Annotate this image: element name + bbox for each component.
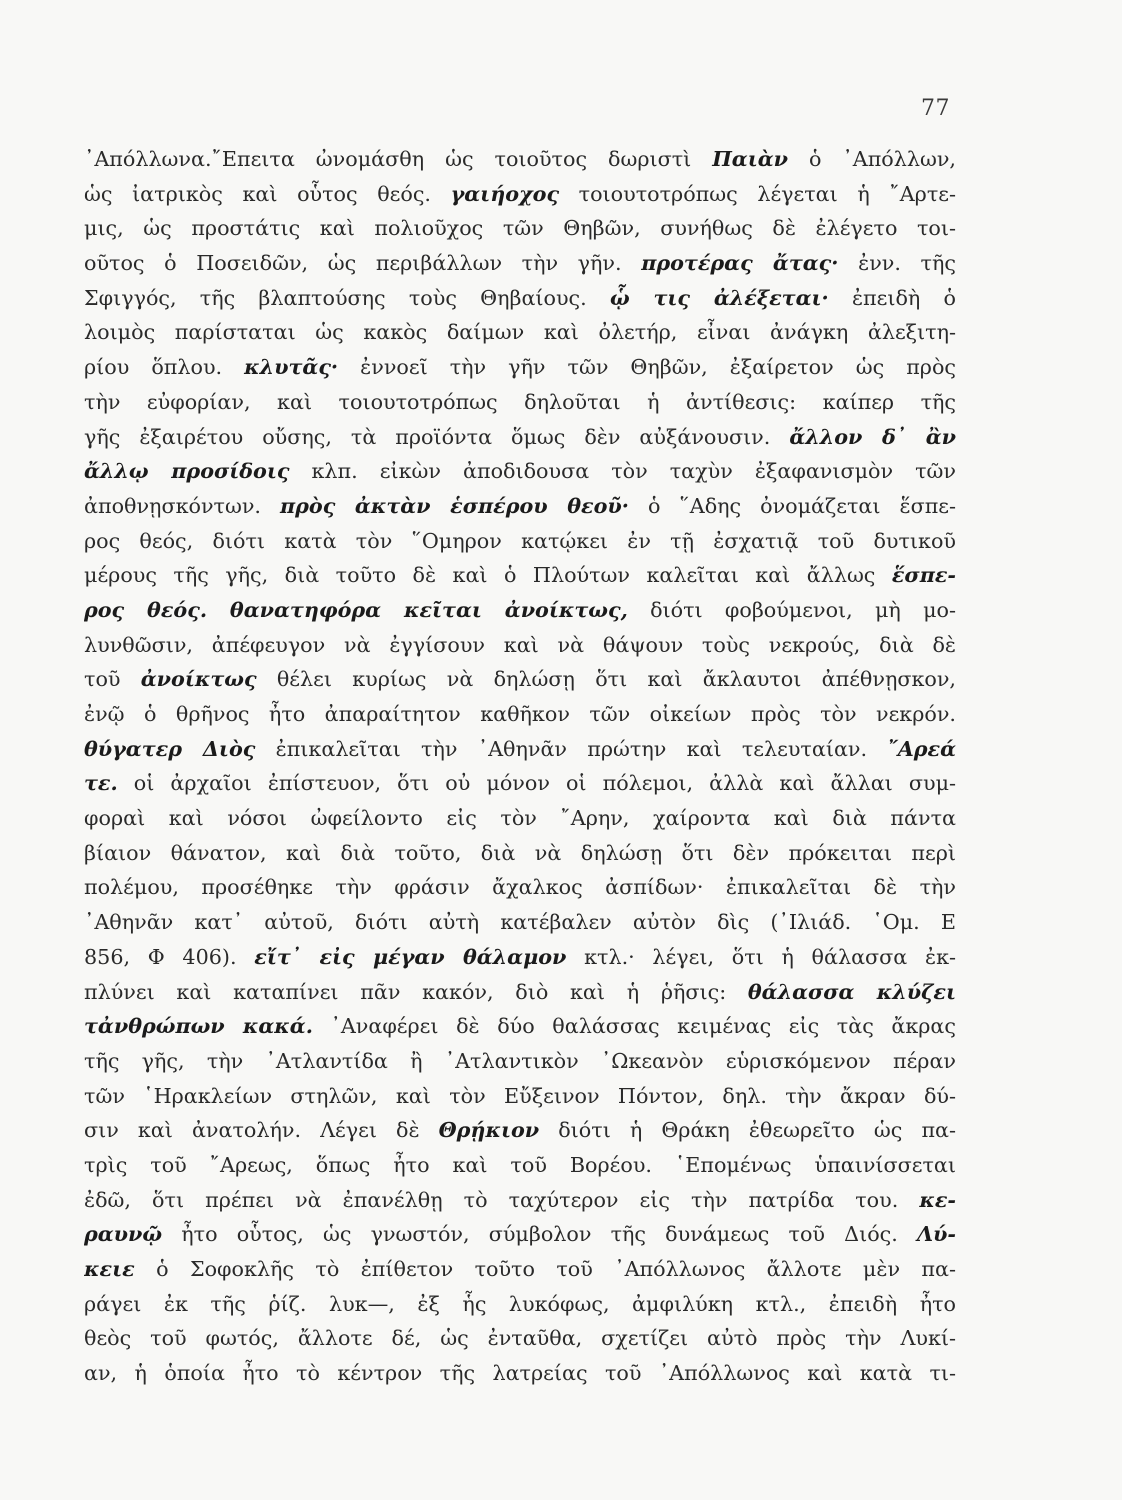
commentary-text: τοῦ (84, 667, 141, 692)
commentary-text: Σφιγγός, τῆς βλαπτούσης τοὺς Θηβαίους. (84, 285, 610, 310)
lemma-term: Θρῄκιον (438, 1118, 540, 1143)
text-line (84, 801, 956, 836)
commentary-text: ὁ ῞Αδης ὀνομάζεται ἕσπε- (628, 493, 956, 518)
lemma-term: τἀνθρώπων κακά. (84, 1014, 313, 1039)
commentary-text: φοραὶ καὶ νόσοι ὠφείλοντο εἰς τὸν ῎Αρην, χαίροντα καὶ διὰ πάντα (84, 806, 956, 831)
text-line (84, 246, 956, 281)
text-line (84, 211, 956, 246)
lemma-term: κλυτᾶς· (244, 355, 339, 380)
commentary-text: ράγει ἐκ τῆς ῥίζ. λυκ—, ἐξ ἧς λυκόφως, ἀμφιλύκη κτλ., ἐπειδὴ ἦτο (84, 1291, 956, 1316)
commentary-text: τοιουτοτρόπως λέγεται ἡ ῎Αρτε- (559, 181, 956, 206)
commentary-text: ὁ ᾿Απόλλων, (788, 147, 956, 171)
commentary-text: θέλει κυρίως νὰ δηλώσῃ ὅτι καὶ ἄκλαυτοι ἀπέθνῃσκον, (256, 667, 956, 692)
commentary-text: ἀποθνῃσκόντων. (84, 493, 280, 518)
lemma-term: θάλασσα κλύζει (747, 979, 956, 1004)
commentary-text: ἦτο οὗτος, ὡς γνωστόν, σύμβολον τῆς δυνάμεως τοῦ Διός. (162, 1222, 917, 1247)
text-line (84, 1148, 956, 1183)
text-line (84, 593, 956, 628)
text-line (84, 524, 956, 559)
commentary-text: ἐπικαλεῖται τὴν ᾿Αθηνᾶν πρώτην καὶ τελευταίαν. (255, 736, 888, 761)
text-line (84, 766, 956, 801)
text-line (84, 628, 956, 663)
lemma-term: ἀνοίκτως (140, 667, 257, 692)
commentary-text: βίαιον θάνατον, καὶ διὰ τοῦτο, διὰ νὰ δηλώσῃ ὅτι δὲν πρόκειται περὶ (84, 840, 956, 865)
text-line (84, 1009, 956, 1044)
commentary-text: κτλ.· λέγει, ὅτι ἡ θάλασσα ἐκ- (566, 944, 956, 969)
lemma-term: ρος θεός. θανατηφόρα κεῖται ἀνοίκτως, (84, 597, 628, 622)
text-line (84, 1252, 956, 1287)
lemma-term: Παιὰν (712, 147, 789, 171)
text-line (84, 732, 956, 767)
commentary-text: τῆς γῆς, τὴν ᾿Ατλαντίδα ἢ ᾿Ατλαντικὸν ᾿Ωκεανὸν εὑρισκόμενον πέραν (84, 1048, 956, 1073)
commentary-text: μέρους τῆς γῆς, διὰ τοῦτο δὲ καὶ ὁ Πλούτων καλεῖται καὶ ἄλλως (84, 563, 892, 588)
commentary-text: πλύνει καὶ καταπίνει πᾶν κακόν, διὸ καὶ ἡ ῥῆσις: (84, 979, 748, 1004)
text-line (84, 489, 956, 524)
text-line (84, 1321, 956, 1356)
text-line (84, 177, 956, 212)
text-line (84, 1079, 956, 1114)
commentary-text: ρίου ὅπλου. (84, 355, 245, 380)
text-line (84, 315, 956, 350)
commentary-text: ἐπειδὴ ὁ (828, 285, 956, 310)
text-line (84, 1356, 956, 1391)
commentary-text: διότι ἡ Θράκη ἐθεωρεῖτο ὡς πα- (539, 1118, 956, 1143)
lemma-term: ῎Αρεά (887, 736, 956, 761)
text-line (84, 1113, 956, 1148)
commentary-text: ἐννοεῖ τὴν γῆν τῶν Θηβῶν, ἐξαίρετον ὡς πρὸς (338, 355, 956, 380)
commentary-text: ᾿Αναφέρει δὲ δύο θαλάσσας κειμένας εἰς τὰς ἄκρας (312, 1014, 956, 1039)
lemma-term: Λύ- (917, 1222, 956, 1247)
text-line (84, 940, 956, 975)
text-line (84, 1044, 956, 1079)
commentary-text: τρὶς τοῦ ῎Αρεως, ὅπως ἦτο καὶ τοῦ Βορέου. ῾Επομένως ὑπαινίσσεται (84, 1152, 956, 1177)
lemma-term: κε- (919, 1187, 956, 1212)
text-line (84, 142, 956, 177)
text-line (84, 281, 956, 316)
lemma-term: πρὸς ἀκτὰν ἑσπέρου θεοῦ· (280, 493, 629, 518)
commentary-text: ἐνῷ ὁ θρῆνος ἦτο ἀπαραίτητον καθῆκον τῶν οἰκείων πρὸς τὸν νεκρόν. (84, 702, 956, 726)
text-line (84, 385, 956, 420)
commentary-text: ᾿Αθηνᾶν κατ᾿ αὐτοῦ, διότι αὐτὴ κατέβαλεν αὐτὸν δὶς (᾿Ιλιάδ. ῾Ομ. Ε (84, 910, 956, 935)
text-line (84, 420, 956, 455)
commentary-text: πολέμου, προσέθηκε τὴν φράσιν ἄχαλκος ἀσπίδων· ἐπικαλεῖται δὲ τὴν (84, 875, 956, 900)
text-line (84, 454, 956, 489)
commentary-text: κλπ. εἰκὼν ἀποδιδουσα τὸν ταχὺν ἐξαφανισμὸν τῶν (289, 459, 956, 484)
text-line (84, 870, 956, 905)
text-line (84, 697, 956, 732)
lemma-term: εἴτ᾿ εἰς μέγαν θάλαμον (254, 944, 567, 969)
commentary-text: ὁ Σοφοκλῆς τὸ ἐπίθετον τοῦτο τοῦ ᾿Απόλλωνος ἄλλοτε μὲν πα- (134, 1257, 956, 1281)
lemma-term: ραυνῷ (84, 1222, 163, 1247)
commentary-text: οἱ ἀρχαῖοι ἐπίστευον, ὅτι οὐ μόνον οἱ πόλεμοι, ἀλλὰ καὶ ἄλλαι συμ- (117, 771, 956, 796)
commentary-text: ᾿Απόλλωνα.῎Επειτα ὠνομάσθη ὡς τοιοῦτος δωριστὶ (84, 147, 713, 171)
text-line (84, 1217, 956, 1252)
lemma-term: ἄλλῳ προσίδοις (84, 459, 290, 484)
commentary-text: αν, ἡ ὁποία ἦτο τὸ κέντρον τῆς λατρείας τοῦ ᾿Απόλλωνος καὶ κατὰ τι- (84, 1361, 956, 1386)
commentary-text: λυνθῶσιν, ἀπέφευγον νὰ ἐγγίσουν καὶ νὰ θάψουν τοὺς νεκρούς, διὰ δὲ (84, 632, 956, 657)
page-number: 77 (921, 96, 950, 121)
text-line (84, 905, 956, 940)
commentary-text: μις, ὡς προστάτις καὶ πολιοῦχος τῶν Θηβῶν, συνήθως δὲ ἐλέγετο τοι- (84, 216, 956, 241)
lemma-term: κειε (84, 1257, 135, 1281)
text-line (84, 975, 956, 1010)
commentary-text: σιν καὶ ἀνατολήν. Λέγει δὲ (84, 1118, 439, 1143)
lemma-term: γαιήοχος (450, 181, 560, 206)
commentary-text: γῆς ἐξαιρέτου οὔσης, τὰ προϊόντα ὅμως δὲν αὐξάνουσιν. (84, 424, 790, 449)
commentary-text: οῦτος ὁ Ποσειδῶν, ὡς περιβάλλων τὴν γῆν. (84, 251, 642, 276)
lemma-term: προτέρας ἄτας· (641, 251, 839, 276)
text-line (84, 662, 956, 697)
lemma-term: ἕσπε- (891, 563, 956, 588)
lemma-term: ᾧ τις ἀλέξεται· (609, 285, 829, 310)
text-line (84, 558, 956, 593)
commentary-text: τὴν εὐφορίαν, καὶ τοιουτοτρόπως δηλοῦται ἡ ἀντίθεσις: καίπερ τῆς (84, 389, 956, 414)
text-line (84, 1183, 956, 1218)
commentary-text: 856, Φ 406). (84, 944, 255, 969)
commentary-text: τῶν ῾Ηρακλείων στηλῶν, καὶ τὸν Εὔξεινον Πόντον, δηλ. τὴν ἄκραν δύ- (84, 1083, 956, 1108)
lemma-term: ἄλλον δ᾿ ἂν (789, 424, 956, 449)
text-line (84, 1287, 956, 1322)
lemma-term: θύγατερ Διὸς (84, 736, 256, 761)
body-text (84, 142, 956, 1391)
commentary-text: ἐδῶ, ὅτι πρέπει νὰ ἐπανέλθῃ τὸ ταχύτερον εἰς τὴν πατρίδα του. (84, 1187, 920, 1212)
lemma-term: τε. (84, 771, 118, 796)
commentary-text: θεὸς τοῦ φωτός, ἄλλοτε δέ, ὡς ἐνταῦθα, σχετίζει αὐτὸ πρὸς τὴν Λυκί- (84, 1326, 956, 1351)
text-line (84, 836, 956, 871)
text-line (84, 350, 956, 385)
commentary-text: διότι φοβούμενοι, μὴ μο- (627, 597, 956, 622)
commentary-text: ὡς ἰατρικὸς καὶ οὗτος θεός. (84, 181, 451, 206)
commentary-text: ἐνν. τῆς (838, 251, 956, 276)
commentary-text: λοιμὸς παρίσταται ὡς κακὸς δαίμων καὶ ὀλετήρ, εἶναι ἀνάγκη ἀλεξιτη- (84, 320, 956, 345)
commentary-text: ρος θεός, διότι κατὰ τὸν ῞Ομηρον κατῴκει ἐν τῇ ἐσχατιᾷ τοῦ δυτικοῦ (84, 528, 956, 553)
